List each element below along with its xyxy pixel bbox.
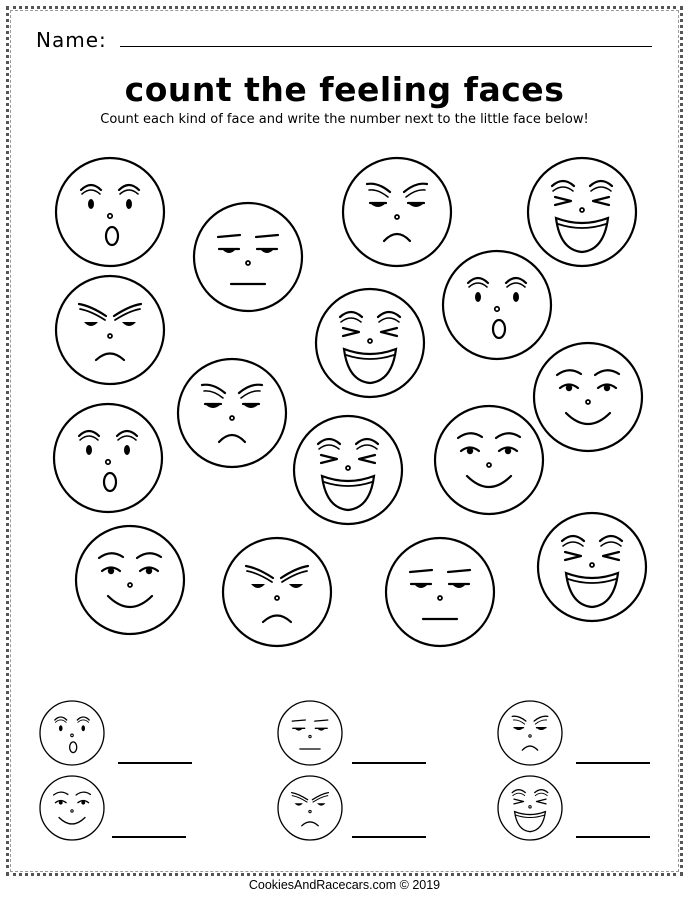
answer-line-happy[interactable]	[112, 836, 186, 838]
face-laughing-16	[538, 513, 646, 621]
instructions: Count each kind of face and write the number next to the little face below!	[100, 112, 589, 127]
key-face-surprised	[40, 701, 104, 765]
face-happy-8	[534, 343, 642, 451]
face-angry-14	[223, 538, 331, 646]
name-label: Name:	[36, 28, 107, 52]
face-bored-15	[386, 538, 494, 646]
face-surprised-10	[54, 404, 162, 512]
face-laughing-6	[316, 289, 424, 397]
face-laughing-4	[528, 158, 636, 266]
page-title: count the feeling faces	[124, 70, 565, 109]
answer-line-laughing[interactable]	[576, 836, 650, 838]
face-sad-9	[178, 359, 286, 467]
key-face-laughing	[498, 776, 562, 840]
main-faces-group	[54, 158, 646, 646]
face-happy-12	[435, 406, 543, 514]
face-happy-13	[76, 526, 184, 634]
face-laughing-11	[294, 416, 402, 524]
face-surprised-1	[56, 158, 164, 266]
answer-line-sad[interactable]	[576, 762, 650, 764]
footer-credit: CookiesAndRacecars.com © 2019	[248, 878, 441, 892]
key-face-angry	[278, 776, 342, 840]
face-surprised-7	[443, 251, 551, 359]
answer-line-surprised[interactable]	[118, 762, 192, 764]
answer-key-faces-group	[40, 701, 562, 840]
key-face-happy	[40, 776, 104, 840]
answer-line-angry[interactable]	[352, 836, 426, 838]
answer-line-bored[interactable]	[352, 762, 426, 764]
key-face-sad	[498, 701, 562, 765]
face-angry-5	[56, 276, 164, 384]
face-bored-2	[194, 203, 302, 311]
face-sad-3	[343, 158, 451, 266]
key-face-bored	[278, 701, 342, 765]
